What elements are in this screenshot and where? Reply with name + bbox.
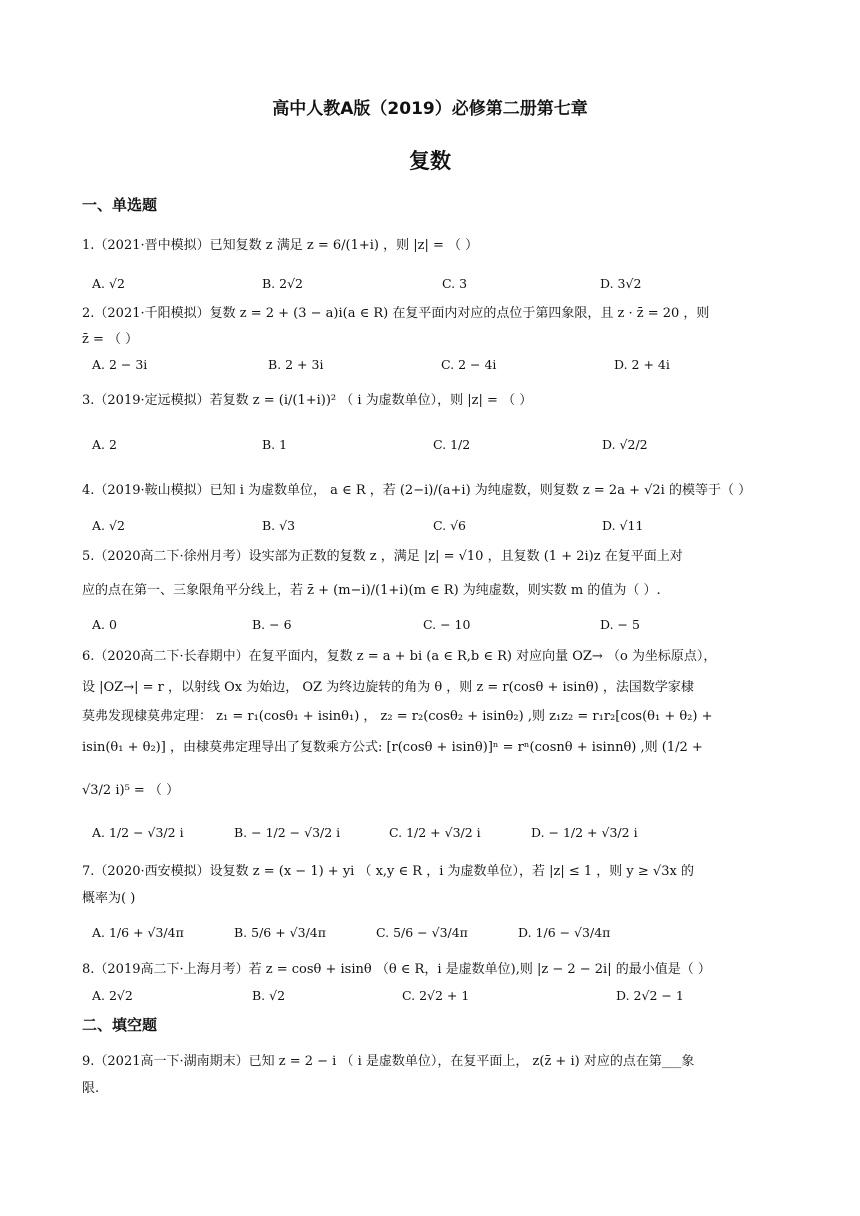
option-b: B. 2 + 3i (268, 357, 324, 372)
question-4-options (92, 518, 782, 538)
question-5-line-1: 5.（2020高二下·徐州月考）设实部为正数的复数 z ，满足 |z| = √10 ，且复数 (1 + 2i)z 在复平面上对 (82, 549, 683, 564)
option-a: A. √2 (92, 276, 125, 291)
question-6-line-5: √3/2 i)⁵ = （ ） (82, 783, 180, 798)
option-d: D. − 1/2 + √3/2 i (531, 825, 638, 840)
question-7-options (92, 925, 782, 945)
question-6-options (92, 825, 782, 845)
option-b: B. 1 (262, 437, 288, 452)
document-title: 高中人教A版（2019）必修第二册第七章 (272, 99, 588, 119)
question-9-line-2: 限. (82, 1081, 100, 1096)
option-d: D. − 5 (600, 617, 640, 632)
option-b: B. 2√2 (262, 276, 304, 291)
question-9-line-1: 9.（2021高一下·湖南期末）已知 z = 2 − i （ i 是虚数单位），在复平面上， z(z̄ + i) 对应的点在第___象 (82, 1054, 695, 1069)
section-heading-fill-in: 二、填空题 (82, 1016, 158, 1034)
option-d: D. 3√2 (600, 276, 642, 291)
option-a: A. 2 − 3i (92, 357, 148, 372)
option-b: B. − 6 (252, 617, 292, 632)
option-a: A. 1/6 + √3/4π (92, 925, 184, 940)
option-c: C. 2 − 4i (441, 357, 497, 372)
question-3-options (92, 437, 782, 457)
option-d: D. 2 + 4i (614, 357, 670, 372)
option-a: A. √2 (92, 518, 125, 533)
option-d: D. 1/6 − √3/4π (518, 925, 611, 940)
option-c: C. 1/2 + √3/2 i (389, 825, 481, 840)
question-6-line-3: 莫弗发现棣莫弗定理： z₁ = r₁(cosθ₁ + isinθ₁) ， z₂ = r₂(cosθ₂ + isinθ₂) ,则 z₁z₂ = r₁r₂[cos(θ₁ + θ₂) + (82, 709, 713, 724)
question-2-line-2: z̄ = （ ） (82, 332, 139, 347)
question-3: 3.（2019·定远模拟）若复数 z = (i/(1+i))² （ i 为虚数单位），则 |z| = （ ） (82, 393, 533, 408)
question-1-options (92, 276, 782, 296)
question-5-line-2: 应的点在第一、三象限角平分线上，若 z̄ + (m−i)/(1+i)(m ∈ R) 为纯虚数，则实数 m 的值为（ ）. (82, 583, 661, 598)
option-c: C. 1/2 (433, 437, 471, 452)
option-a: A. 0 (92, 617, 117, 632)
question-2-line-1: 2.（2021·千阳模拟）复数 z = 2 + (3 − a)i(a ∈ R) 在复平面内对应的点位于第四象限，且 z · z̄ = 20 ，则 (82, 306, 710, 321)
question-4: 4.（2019·鞍山模拟）已知 i 为虚数单位， a ∈ R ，若 (2−i)/(a+i) 为纯虚数，则复数 z = 2a + √2i 的模等于（ ） (82, 483, 752, 498)
question-7-line-2: 概率为( ) (82, 891, 136, 906)
option-d: D. √11 (602, 518, 644, 533)
option-b: B. √3 (262, 518, 296, 533)
option-c: C. 2√2 + 1 (402, 988, 470, 1003)
option-d: D. 2√2 − 1 (616, 988, 684, 1003)
section-heading-single-choice: 一、单选题 (82, 196, 158, 214)
option-b: B. − 1/2 − √3/2 i (234, 825, 341, 840)
document-subtitle: 复数 (409, 149, 451, 173)
question-6-line-2: 设 |OZ→| = r ，以射线 Ox 为始边， OZ 为终边旋转的角为 θ ，则 z = r(cosθ + isinθ) ，法国数学家棣 (82, 680, 694, 695)
question-6-line-4: isin(θ₁ + θ₂)] ，由棣莫弗定理导出了复数乘方公式: [r(cosθ + isinθ)]ⁿ = rⁿ(cosnθ + isinnθ) ,则 (1/2 + (82, 740, 703, 755)
question-7-line-1: 7.（2020·西安模拟）设复数 z = (x − 1) + yi （ x,y ∈ R ，i 为虚数单位），若 |z| ≤ 1 ，则 y ≥ √3x 的 (82, 864, 694, 879)
question-5-options (92, 617, 782, 637)
option-c: C. √6 (433, 518, 466, 533)
question-8: 8.（2019高二下·上海月考）若 z = cosθ + isinθ （θ ∈ R，i 是虚数单位),则 |z − 2 − 2i| 的最小值是（ ） (82, 962, 711, 977)
option-b: B. √2 (252, 988, 286, 1003)
option-a: A. 1/2 − √3/2 i (92, 825, 184, 840)
option-c: C. − 10 (423, 617, 471, 632)
option-d: D. √2/2 (602, 437, 648, 452)
option-a: A. 2 (92, 437, 117, 452)
question-6-line-1: 6.（2020高二下·长春期中）在复平面内，复数 z = a + bi (a ∈ R,b ∈ R) 对应向量 OZ→ （o 为坐标原点）， (82, 649, 717, 664)
option-a: A. 2√2 (92, 988, 133, 1003)
option-c: C. 5/6 − √3/4π (376, 925, 468, 940)
question-1: 1.（2021·晋中模拟）已知复数 z 满足 z = 6/(1+i) ，则 |z| = （ ） (82, 238, 479, 253)
question-2-options (92, 357, 782, 377)
question-8-options (92, 988, 782, 1008)
option-b: B. 5/6 + √3/4π (234, 925, 326, 940)
option-c: C. 3 (442, 276, 468, 291)
